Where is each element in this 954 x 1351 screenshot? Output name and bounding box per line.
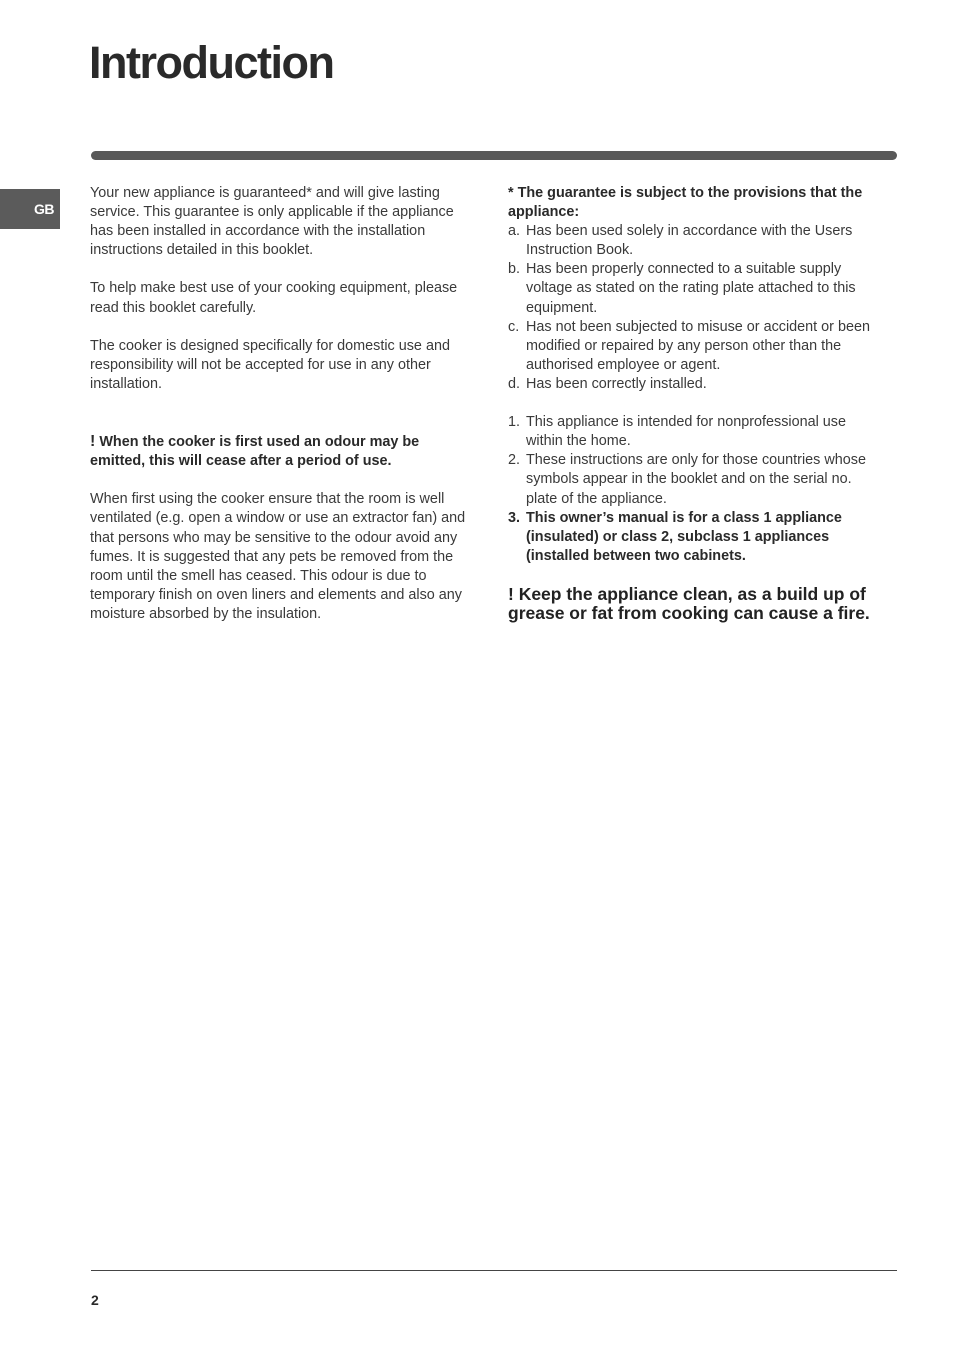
list-item-text: This owner’s manual is for a class 1 appliance (insulated) or class 2, subclass 1 appliances (installed between two cabinets. — [526, 509, 842, 564]
list-item-text: These instructions are only for those countries whose symbols appear in the booklet and on the serial no. plate of the appliance. — [526, 452, 866, 507]
header-divider — [91, 151, 897, 160]
list-item — [508, 260, 882, 317]
odour-warning — [90, 432, 466, 471]
odour-warning-text: When the cooker is first used an odour may be emitted, this will cease after a period of use. — [90, 434, 420, 470]
list-marker: 3. — [508, 509, 521, 526]
list-item-text: Has been used solely in accordance with the Users Instruction Book. — [526, 223, 853, 259]
list-marker: 2. — [508, 452, 521, 469]
list-marker: b. — [508, 261, 521, 278]
list-item — [508, 375, 882, 394]
page-number: 2 — [91, 1292, 99, 1308]
fire-warning: ! Keep the appliance clean, as a build up of grease or fat from cooking can cause a fire. — [508, 583, 870, 624]
list-item-text: Has been properly connected to a suitable supply voltage as stated on the rating plate attached to this equipment. — [526, 261, 856, 316]
ventilation-paragraph: When first using the cooker ensure that the room is well ventilated (e.g. open a window or use an extractor fan) and that persons who may be sensitive to the odour avoid any fumes. It is suggested that any pets be removed from the room until the smell has ceased. This odour is due to temporary finish on oven liners and elements and also any moisture absorbed by the insulation. — [90, 491, 466, 622]
page-title: Introduction — [89, 37, 334, 88]
left-column — [90, 184, 466, 624]
list-marker: a. — [508, 223, 521, 240]
list-marker: d. — [508, 375, 521, 392]
list-item — [508, 413, 882, 451]
list-item-text: This appliance is intended for nonprofessional use within the home. — [526, 414, 846, 450]
footer-divider — [91, 1270, 897, 1271]
list-item-text: Has been correctly installed. — [526, 375, 707, 392]
list-item — [508, 509, 882, 566]
reading-advice-paragraph: To help make best use of your cooking equipment, please read this booklet carefully. — [90, 280, 458, 316]
list-item — [508, 222, 882, 260]
list-marker: c. — [508, 318, 520, 335]
guarantee-heading: * The guarantee is subject to the provisions that the appliance: — [508, 185, 863, 221]
right-column — [508, 184, 882, 624]
guarantee-paragraph: Your new appliance is guaranteed* and will give lasting service. This guarantee is only applicable if the appliance has been installed in accordance with the installation instructions detailed in this booklet. — [90, 185, 454, 259]
list-item-text: Has not been subjected to misuse or accident or been modified or repaired by any person other than the authorised employee or agent. — [526, 318, 870, 373]
warning-mark: ! — [90, 433, 96, 451]
guarantee-conditions — [508, 222, 882, 394]
domestic-use-paragraph: The cooker is designed specifically for domestic use and responsibility will not be accepted for use in any other installation. — [90, 337, 450, 392]
list-item — [508, 451, 882, 508]
notes-list — [508, 413, 882, 566]
language-tab: GB — [0, 189, 60, 229]
list-item — [508, 318, 882, 375]
list-marker: 1. — [508, 414, 521, 431]
